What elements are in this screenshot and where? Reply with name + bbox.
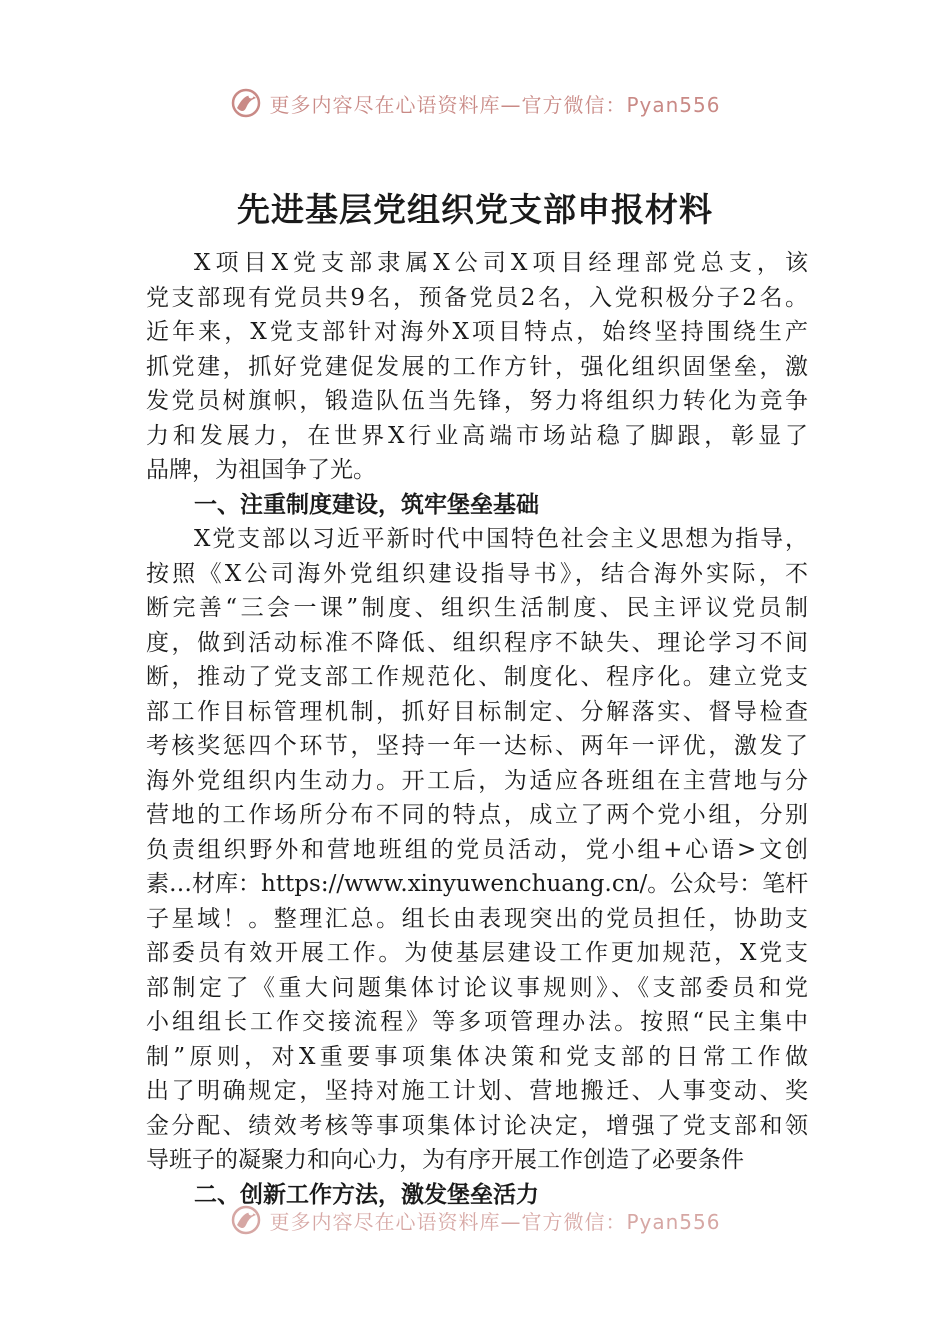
section-heading-2: 二、创新工作方法，激发堡垒活力 (194, 1181, 539, 1208)
document-title: 先进基层党组织党支部申报材料 (237, 190, 713, 229)
paragraph-line: 部工作目标管理机制，抓好目标制定、分解落实、督导检查 (146, 698, 808, 725)
paragraph-line: 出了明确规定，坚持对施工计划、营地搬迁、人事变动、奖 (146, 1078, 808, 1104)
document-body (146, 246, 808, 1212)
paragraph-line: 发党员树旗帜，锻造队伍当先锋，努力将组织力转化为竞争 (146, 388, 808, 414)
paragraph-line: 金分配、绩效考核等事项集体讨论决定，增强了党支部和领 (146, 1112, 808, 1139)
paragraph-line: 按照《X公司海外党组织建设指导书》，结合海外实际，不 (146, 560, 808, 587)
watermark-text: 更多内容尽在心语资料库—官方微信：Pyan556 (269, 92, 721, 117)
paragraph-line: 考核奖惩四个环节，坚持一年一达标、两年一评优，激发了 (146, 733, 808, 759)
paragraph-line: 营地的工作场所分布不同的特点，成立了两个党小组，分别 (146, 802, 808, 828)
paragraph-line: 党支部现有党员共9名，预备党员2名，入党积极分子2名。 (146, 284, 808, 311)
paragraph-line: 导班子的凝聚力和向心力，为有序开展工作创造了必要条件 (146, 1147, 744, 1173)
paragraph-line: 断，推动了党支部工作规范化、制度化、程序化。建立党支 (146, 664, 808, 690)
logo-icon (229, 86, 263, 120)
paragraph-line: 抓党建，抓好党建促发展的工作方针，强化组织固堡垒，激 (146, 353, 808, 380)
paragraph-line: 小组组长工作交接流程》等多项管理办法。按照“民主集中 (146, 1009, 808, 1035)
paragraph-line: 部委员有效开展工作。为使基层建设工作更加规范，X党支 (146, 940, 808, 966)
paragraph-line: 断完善“三会一课”制度、组织生活制度、民主评议党员制 (146, 595, 808, 621)
paragraph-line: 力和发展力，在世界X行业高端市场站稳了脚跟，彰显了 (146, 422, 808, 449)
section-heading-1: 一、注重制度建设，筑牢堡垒基础 (194, 491, 539, 518)
paragraph-line: X党支部以习近平新时代中国特色社会主义思想为指导， (194, 526, 808, 552)
watermark-text: 更多内容尽在心语资料库—官方微信：Pyan556 (269, 1209, 721, 1234)
paragraph-line: 负责组织野外和营地班组的党员活动，党小组+心语>文创 (146, 836, 808, 863)
watermark-footer (0, 1200, 950, 1240)
watermark-header (0, 83, 950, 123)
paragraph-line: 近年来，X党支部针对海外X项目特点，始终坚持围绕生产 (146, 319, 808, 345)
paragraph-line: 部制定了《重大问题集体讨论议事规则》、《支部委员和党 (146, 974, 808, 1001)
paragraph-line: 品牌，为祖国争了光。 (146, 457, 376, 483)
paragraph-line: 素…材库：https://www.xinyuwenchuang.cn/。公众号：笔杆 (146, 871, 808, 897)
paragraph-line: 子星域！。整理汇总。组长由表现突出的党员担任，协助支 (146, 905, 808, 932)
paragraph-line: X项目X党支部隶属X公司X项目经理部党总支，该 (194, 250, 808, 276)
logo-icon (229, 1203, 263, 1237)
paragraph-line: 制”原则，对X重要事项集体决策和党支部的日常工作做 (146, 1043, 808, 1070)
paragraph-line: 度，做到活动标准不降低、组织程序不缺失、理论学习不间 (146, 629, 808, 656)
paragraph-line: 海外党组织内生动力。开工后，为适应各班组在主营地与分 (146, 767, 808, 794)
